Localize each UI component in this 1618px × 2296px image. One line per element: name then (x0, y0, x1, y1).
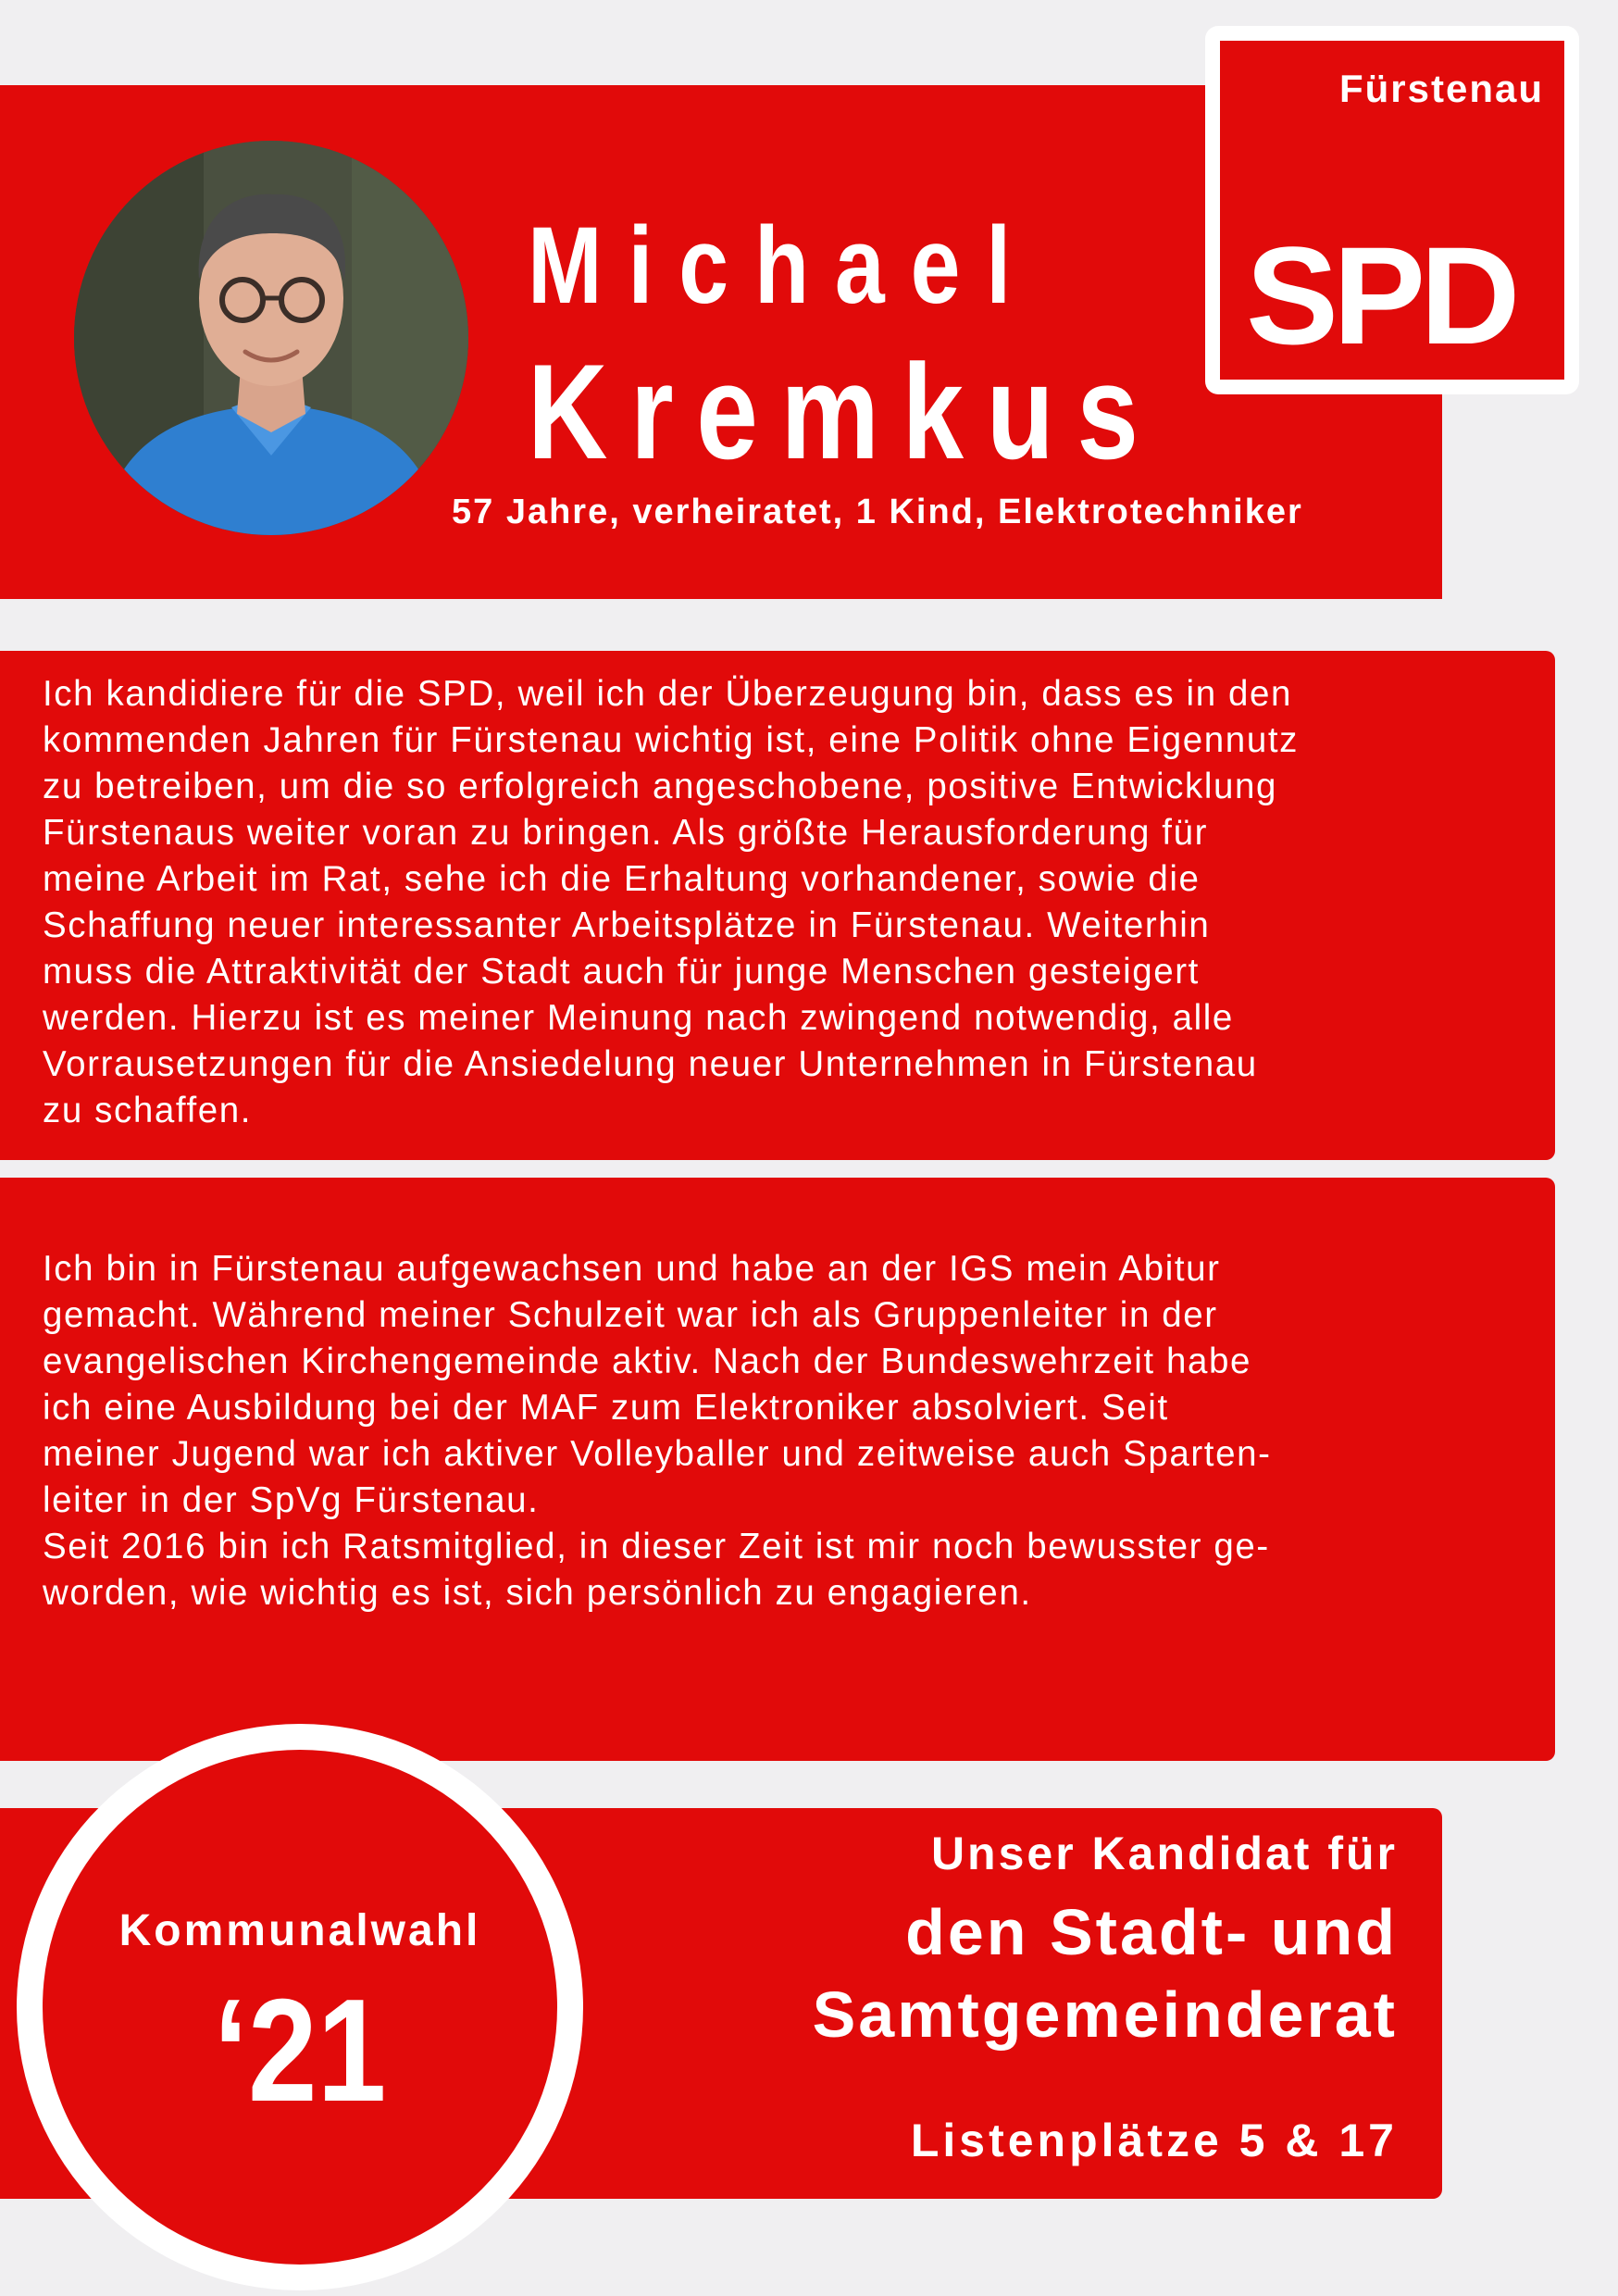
logo-party-text: SPD (1246, 218, 1515, 373)
footer-list-positions: Listenplätze 5 & 17 (910, 2115, 1398, 2166)
motivation-box (0, 651, 1555, 1160)
election-badge (17, 1724, 583, 2290)
portrait-illustration (74, 141, 468, 535)
candidate-subtitle: 57 Jahre, verheiratet, 1 Kind, Elektrotechniker (452, 493, 1303, 531)
footer-council-line-2: Samtgemeinderat (812, 1978, 1398, 2051)
spd-logo (1220, 41, 1564, 380)
footer-candidate-line: Unser Kandidat für (930, 1828, 1398, 1879)
logo-party-name (1246, 218, 1515, 373)
candidate-first-name: Michael (528, 205, 1038, 327)
biography-paragraph: Ich bin in Fürstenau aufgewachsen und habe an der IGS mein Abitur gemacht. Während meiner Schulzeit war ich als Gruppenleiter in der evangelischen Kirchengemeinde aktiv. Nach der Bundeswehrzeit habe ich eine Ausbildung bei der MAF zum Elektroniker absolviert. Seit meiner Jugend war ich aktiver Volleyballer und zeitweise auch Sparten- leiter in der SpVg Fürstenau. Seit 2016 bin ich Ratsmitglied, in dieser Zeit ist mir noch bewusster ge- worden, wie wichtig es ist, sich persönlich zu engagieren. (43, 1249, 1272, 1613)
logo-town-name: Fürstenau (1338, 67, 1544, 110)
election-badge-inner (43, 1750, 557, 2265)
election-badge-year: ‘21 (213, 1969, 387, 2132)
footer-council-line-1: den Stadt- und (905, 1896, 1398, 1968)
biography-box (0, 1178, 1555, 1761)
candidate-portrait (74, 141, 468, 535)
motivation-paragraph: Ich kandidiere für die SPD, weil ich der Überzeugung bin, dass es in den kommenden Jahren für Fürstenau wichtig ist, eine Politik ohne Eigennutz zu betreiben, um die so erfolgreich angeschobene, positive Entwicklung Fürstenaus weiter voran zu bringen. Als größte Herausforderung für meine Arbeit im Rat, sehe ich die Erhaltung vorhandener, sowie die Schaffung neuer interessanter Arbeitsplätze in Fürstenau. Weiterhin muss die Attraktivität der Stadt auch für junge Menschen gesteigert werden. Hierzu ist es meiner Meinung nach zwingend notwendig, alle Vorrausetzungen für die Ansiedelung neuer Unternehmen in Fürstenau zu schaffen. (43, 674, 1299, 1130)
election-badge-label: Kommunalwahl (118, 1906, 481, 1955)
candidate-last-name: Kremkus (528, 336, 1162, 487)
